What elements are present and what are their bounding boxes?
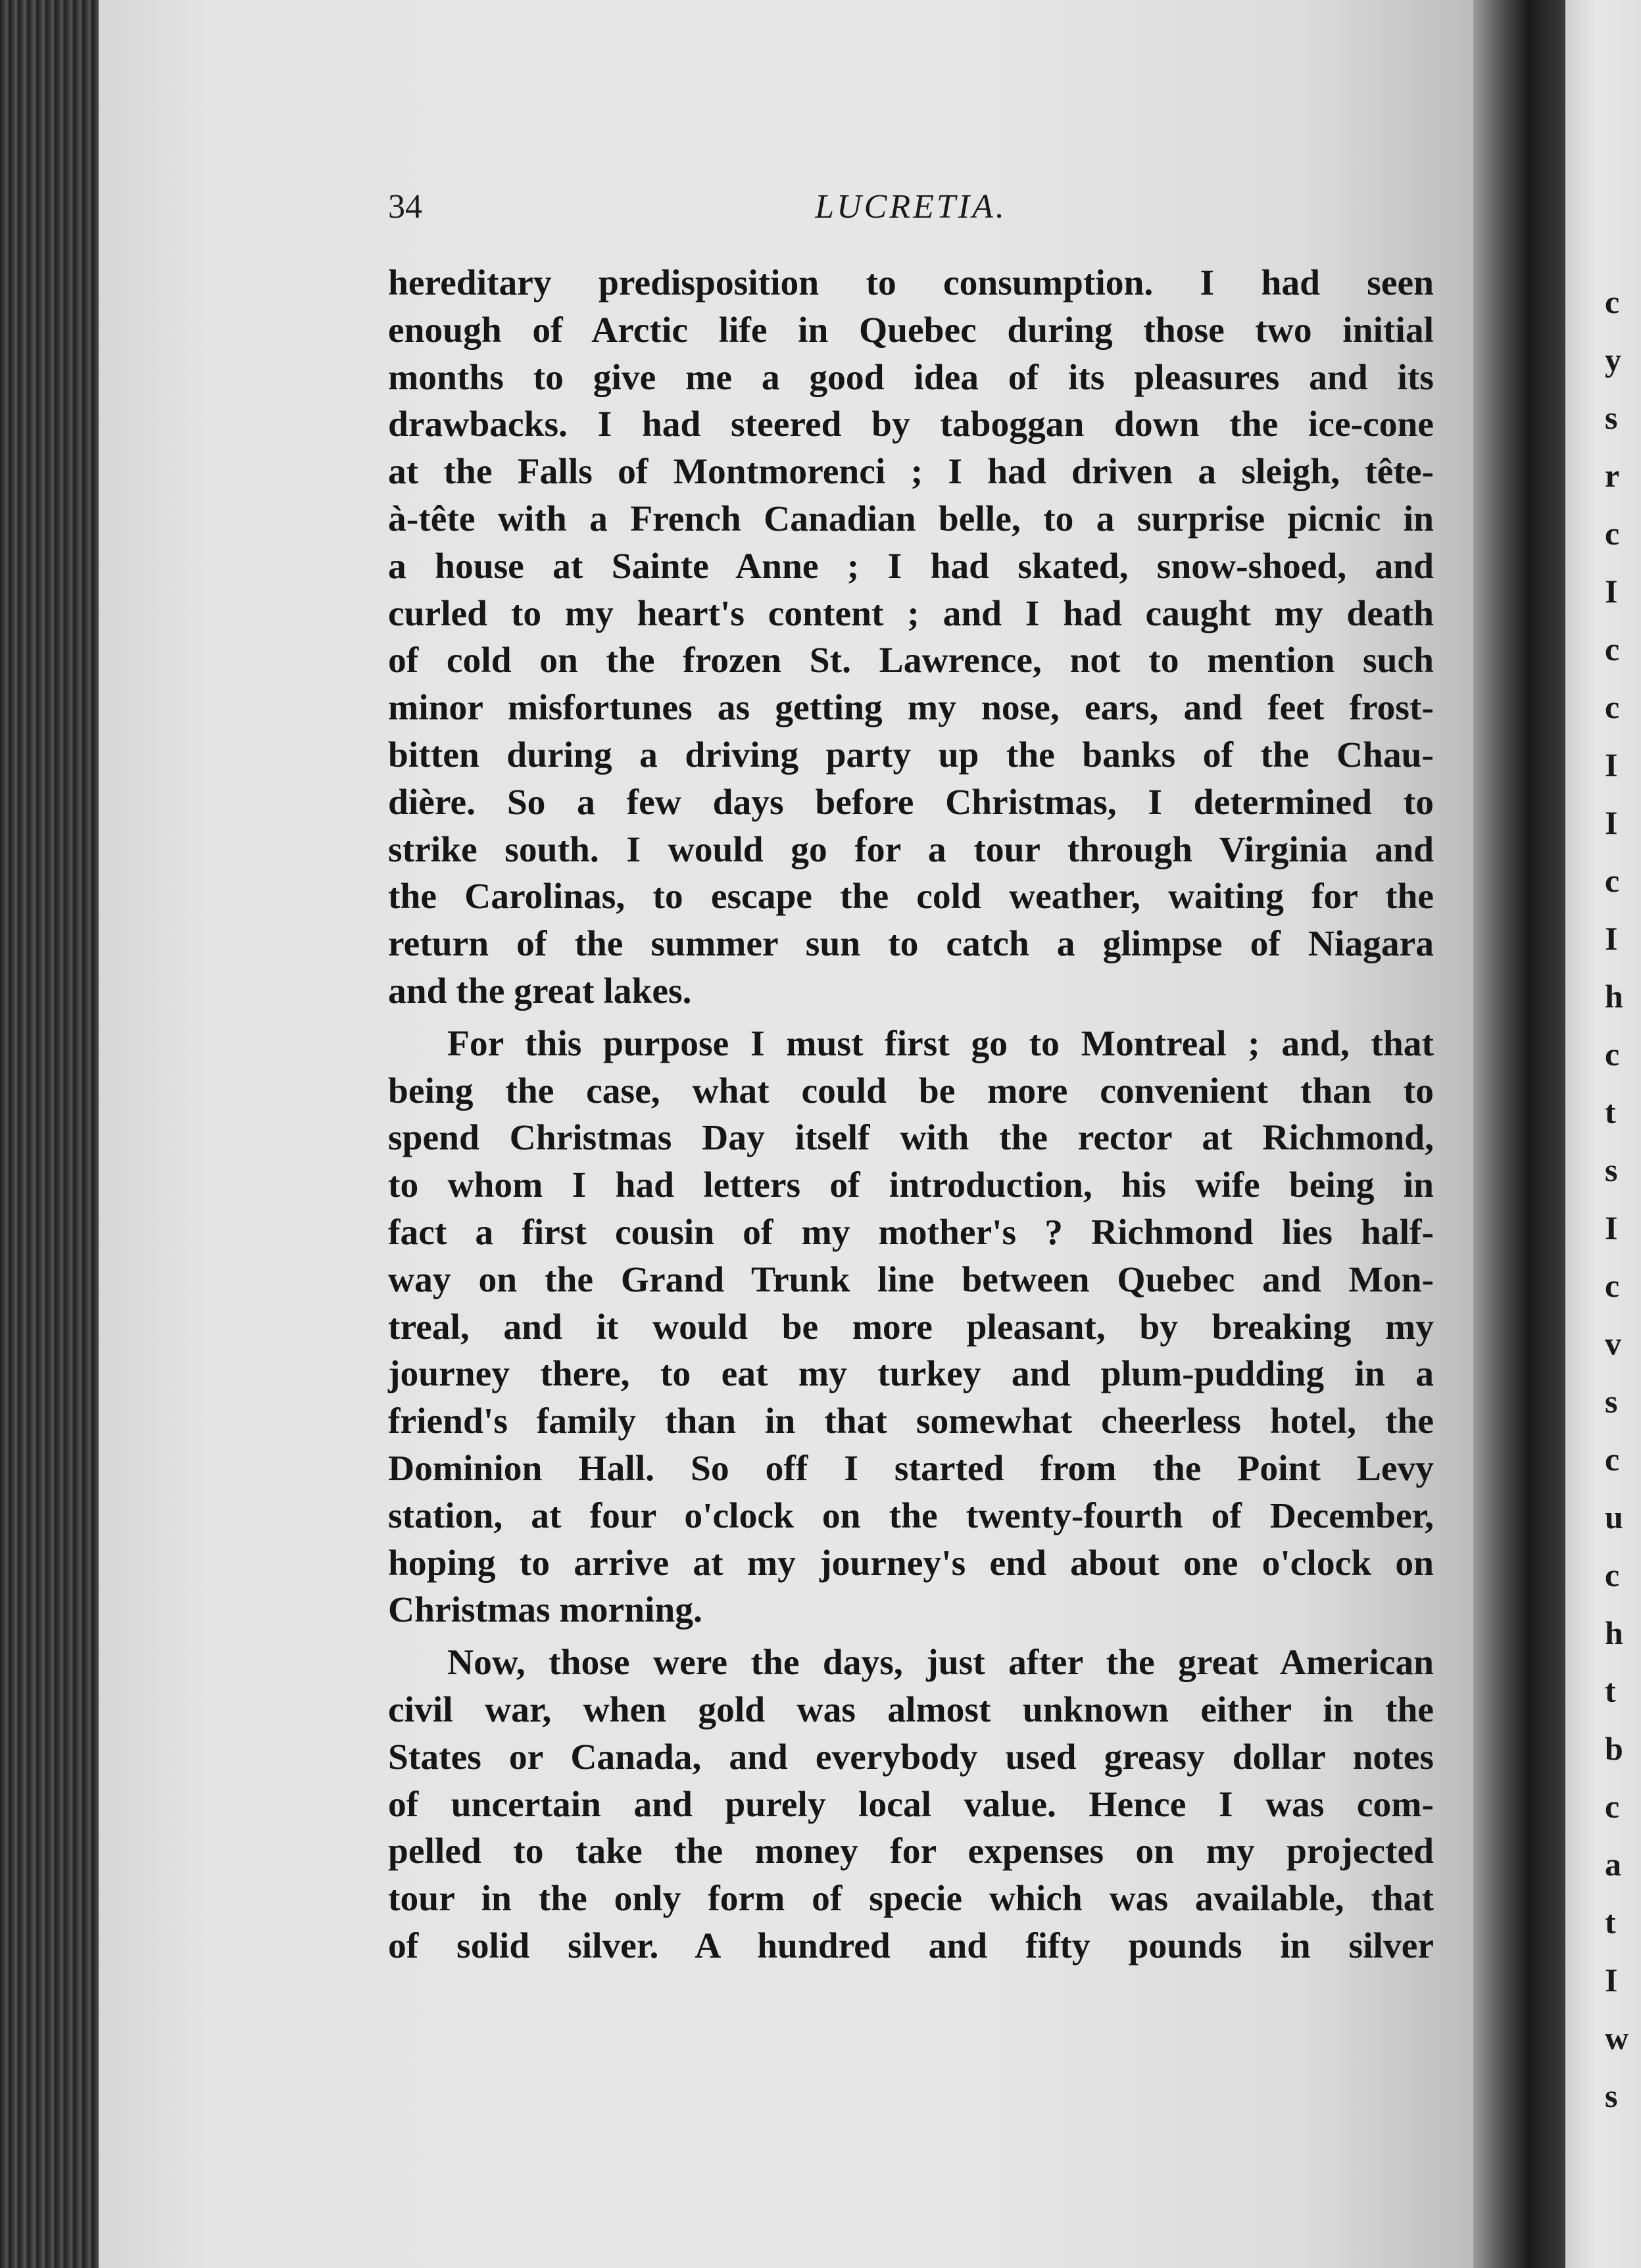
body-text [388, 260, 1434, 1970]
text-line: the Carolinas, to escape the cold weather, waiting for the [388, 877, 1434, 917]
text-line: of solid silver. A hundred and fifty pounds in silver [388, 1925, 1434, 1966]
facing-page-letter: s [1605, 1383, 1618, 1420]
text-line: being the case, what could be more convenient than to [388, 1071, 1434, 1111]
facing-page-letter: s [1605, 399, 1618, 436]
text-line: treal, and it would be more pleasant, by breaking my [388, 1307, 1434, 1347]
text-line: For this purpose I must first go to Montreal ; and, that [447, 1023, 1434, 1064]
text-line: of cold on the frozen St. Lawrence, not to mention such [388, 640, 1434, 681]
facing-page-letter: s [1605, 1151, 1618, 1188]
facing-page-letter: I [1605, 746, 1618, 783]
text-line: station, at four o'clock on the twenty-fourth of December, [388, 1495, 1434, 1536]
text-line: fact a first cousin of my mother's ? Richmond lies half- [388, 1212, 1434, 1253]
facing-page-letter: h [1605, 978, 1623, 1015]
running-head [388, 187, 1434, 240]
text-line: drawbacks. I had steered by taboggan down the ice-cone [388, 404, 1434, 445]
facing-page-letter: I [1605, 804, 1618, 841]
text-line: pelled to take the money for expenses on my projected [388, 1831, 1434, 1872]
facing-page-letter: c [1605, 283, 1620, 320]
page-number: 34 [388, 188, 422, 226]
text-line: Christmas morning. [388, 1590, 702, 1631]
text-line: strike south. I would go for a tour through Virginia and [388, 829, 1434, 870]
facing-page-letter: c [1605, 1441, 1620, 1478]
facing-page-letter: c [1605, 1267, 1620, 1304]
text-line: minor misfortunes as getting my nose, ears, and feet frost- [388, 688, 1434, 729]
book-gutter-shadow [1473, 0, 1565, 2268]
facing-page-letter: c [1605, 1788, 1620, 1825]
facing-page-letter: c [1605, 862, 1620, 899]
facing-page-edge [1565, 0, 1641, 2268]
facing-page-letter: c [1605, 688, 1620, 725]
facing-page-letter: r [1605, 457, 1620, 494]
text-line: States or Canada, and everybody used greasy dollar notes [388, 1737, 1434, 1777]
text-line: way on the Grand Trunk line between Quebec and Mon- [388, 1259, 1434, 1300]
facing-page-letter: u [1605, 1499, 1623, 1535]
text-line: to whom I had letters of introduction, his wife being in [388, 1165, 1434, 1206]
text-line: months to give me a good idea of its pleasures and its [388, 357, 1434, 398]
text-line: and the great lakes. [388, 971, 692, 1011]
text-line: enough of Arctic life in Quebec during those two initial [388, 310, 1434, 350]
book-page-edges [0, 0, 105, 2268]
text-line: curled to my heart's content ; and I had caught my death [388, 593, 1434, 634]
text-line: of uncertain and purely local value. Hence I was com- [388, 1784, 1434, 1825]
facing-page-letter: v [1605, 1325, 1621, 1362]
facing-page-letter: c [1605, 515, 1620, 552]
facing-page-letter: b [1605, 1730, 1623, 1767]
facing-page-letter: w [1605, 2019, 1629, 2056]
facing-page-letter: c [1605, 1036, 1620, 1073]
facing-page-letter: c [1605, 1556, 1620, 1593]
facing-page-letter: y [1605, 341, 1621, 378]
text-line: at the Falls of Montmorenci ; I had driven a sleigh, tête- [388, 452, 1434, 493]
facing-page-letter: I [1605, 1209, 1618, 1246]
facing-page-letter: a [1605, 1846, 1621, 1883]
text-line: hereditary predisposition to consumption. I had seen [388, 263, 1434, 303]
text-line: dière. So a few days before Christmas, I determined to [388, 782, 1434, 823]
text-line: bitten during a driving party up the banks of the Chau- [388, 735, 1434, 775]
text-line: return of the summer sun to catch a glimpse of Niagara [388, 924, 1434, 965]
running-title: LUCRETIA. [815, 188, 1007, 226]
text-line: Dominion Hall. So off I started from the Point Levy [388, 1448, 1434, 1489]
text-line: hoping to arrive at my journey's end about one o'clock on [388, 1543, 1434, 1583]
text-line: Now, those were the days, just after the great American [447, 1643, 1434, 1683]
facing-page-letter: t [1605, 1904, 1616, 1941]
facing-page-letter: t [1605, 1672, 1616, 1709]
facing-page-letter: s [1605, 2077, 1618, 2114]
text-line: à-tête with a French Canadian belle, to a surprise picnic in [388, 498, 1434, 539]
text-line: a house at Sainte Anne ; I had skated, snow-shoed, and [388, 546, 1434, 587]
facing-page-letter: I [1605, 920, 1618, 957]
facing-page-letter: h [1605, 1614, 1623, 1651]
text-line: spend Christmas Day itself with the rector at Richmond, [388, 1118, 1434, 1159]
text-line: civil war, when gold was almost unknown either in the [388, 1689, 1434, 1730]
facing-page-letter: I [1605, 573, 1618, 610]
text-line: tour in the only form of specie which was available, that [388, 1879, 1434, 1919]
facing-page-letter: c [1605, 631, 1620, 667]
text-line: journey there, to eat my turkey and plum-pudding in a [388, 1354, 1434, 1395]
facing-page-letter: t [1605, 1094, 1616, 1130]
facing-page-letter: I [1605, 1962, 1618, 1998]
text-line: friend's family than in that somewhat cheerless hotel, the [388, 1401, 1434, 1442]
